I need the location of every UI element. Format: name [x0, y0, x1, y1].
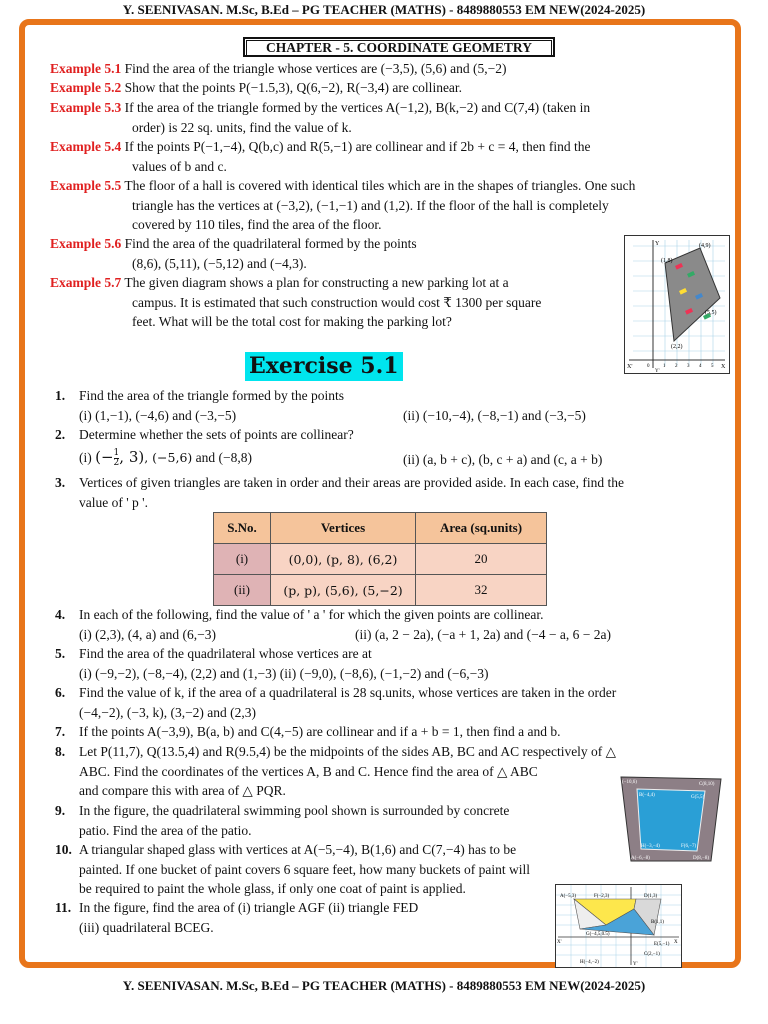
question-number: 9. — [55, 803, 66, 818]
example-text: If the area of the triangle formed by the vertices A(−1,2), B(k,−2) and C(7,4) (taken in — [124, 100, 591, 115]
page-footer: Y. SEENIVASAN. M.Sc, B.Ed – PG TEACHER (MATHS) - 8489880553 EM NEW(2024-2025) — [122, 978, 646, 993]
question-text: In the figure, find the area of (i) triangle AGF (ii) triangle FED — [79, 900, 419, 915]
parking-label: (5,5) — [705, 310, 717, 316]
question-text: If the points A(−3,9), B(a, b) and C(4,−5) are collinear and if a + b = 1, then find a and b. — [79, 724, 561, 739]
glass-label: G(−4,5,0.5) — [586, 932, 610, 937]
glass-diagram — [556, 885, 681, 967]
example-text: Find the area of the triangle whose vertices are (−3,5), (5,6) and (5,−2) — [124, 61, 507, 76]
question-text: In each of the following, find the value of ' a ' for which the given points are collinear. — [79, 607, 544, 622]
example-label: Example 5.4 — [50, 139, 122, 154]
question-number: 11. — [55, 900, 72, 915]
glass-label: C(2,−1) — [644, 952, 660, 957]
part-ii: (ii) (a, b + c), (b, c + a) and (c, a + b) — [403, 451, 603, 467]
question-7 — [55, 722, 715, 742]
question-number: 5. — [55, 646, 66, 661]
table-cell: (i) — [214, 544, 271, 575]
example-5-6 — [50, 234, 610, 273]
axis-label: Y — [655, 241, 660, 247]
pool-label: A(−6,−8) — [631, 856, 650, 861]
parking-label: (4,9) — [699, 243, 711, 249]
question-number: 4. — [55, 607, 66, 622]
example-label: Example 5.6 — [50, 236, 122, 251]
question-text: ABC. Find the coordinates of the vertices A, B and C. Hence find the area of △ ABC — [79, 763, 538, 779]
question-number: 6. — [55, 685, 66, 700]
example-text: The floor of a hall is covered with identical tiles which are in the shapes of triangles. One such — [124, 178, 636, 193]
table-cell: 32 — [416, 575, 547, 606]
glass-label: H(−4,−2) — [580, 960, 599, 965]
tick-label: 4 — [699, 364, 702, 369]
glass-label: E(5,−1) — [654, 942, 670, 947]
question-number: 7. — [55, 724, 66, 739]
question-text: painted. If one bucket of paint covers 6 square feet, how many buckets of paint will — [79, 861, 530, 877]
question-number: 8. — [55, 744, 66, 759]
example-label: Example 5.5 — [50, 178, 122, 193]
question-text: value of ' p '. — [79, 494, 148, 510]
question-text: In the figure, the quadrilateral swimming pool shown is surrounded by concrete — [79, 803, 510, 818]
example-5-7 — [50, 273, 610, 332]
question-parts: (i) (− $\frac{1}{2}$ , 3), (−5,6) and (−8,8) (ii) (a, b + c), (b, c + a) and (c, a + b) — [79, 447, 603, 468]
tick-label: 3 — [687, 364, 690, 369]
example-text: (8,6), (5,11), (−5,12) and (−4,3). — [132, 255, 307, 271]
table-row — [214, 544, 547, 575]
axis-label: X — [721, 364, 726, 370]
question-number: 10. — [55, 842, 72, 857]
table-cell: (p, p), (5,6), (5,−2) — [271, 575, 416, 606]
glass-label: D(1,3) — [644, 894, 658, 899]
question-4 — [55, 605, 715, 644]
example-5-4 — [50, 137, 730, 176]
pool-label: (−10,6) — [622, 780, 637, 785]
axis-label: X' — [557, 940, 562, 945]
chapter-title — [243, 37, 555, 57]
table-header: S.No. — [214, 513, 271, 544]
example-text: Show that the points P(−1.5,3), Q(6,−2), R(−3,4) are collinear. — [124, 80, 463, 95]
example-label: Example 5.1 — [50, 61, 122, 76]
example-label: Example 5.3 — [50, 100, 122, 115]
example-text: If the points P(−1,−4), Q(b,c) and R(5,−1) are collinear and if 2b + c = 4, then find the — [124, 139, 591, 154]
table-cell: (0,0), (p, 8), (6,2) — [271, 544, 416, 575]
question-text: Determine whether the sets of points are collinear? — [79, 427, 354, 442]
swimming-pool-diagram — [619, 773, 723, 865]
example-label: Example 5.7 — [50, 275, 122, 290]
axis-label: Y' — [655, 369, 660, 373]
parking-lot-figure — [624, 235, 730, 374]
part-i: (i) (1,−1), (−4,6) and (−3,−5) — [79, 407, 237, 423]
part-i-suffix: and (−8,8) — [195, 449, 253, 465]
table-cell: 20 — [416, 544, 547, 575]
pool-label: H(−3,−4) — [641, 844, 660, 849]
example-text: Find the area of the quadrilateral formed by the points — [124, 236, 417, 251]
table-header: Area (sq.units) — [416, 513, 547, 544]
example-text: covered by 110 tiles, find the area of the floor. — [132, 217, 382, 232]
origin-label: 0 — [647, 364, 650, 369]
table-header: Vertices — [271, 513, 416, 544]
table-row — [214, 575, 547, 606]
question-text: and compare this with area of △ PQR. — [79, 783, 286, 798]
table-header-row — [214, 513, 547, 544]
question-10 — [55, 840, 615, 899]
vertices-area-table — [213, 512, 547, 606]
pool-label: F(6,−7) — [681, 844, 697, 849]
pool-label: B(−4,4) — [639, 793, 655, 798]
exercise-title: Exercise 5.1 — [245, 352, 403, 381]
question-parts — [55, 625, 715, 645]
question-6 — [55, 683, 715, 722]
question-2 — [55, 425, 715, 468]
question-text: Find the area of the quadrilateral whose vertices are at — [79, 646, 372, 661]
pool-label: G(5,5) — [691, 795, 705, 800]
table-cell: (ii) — [214, 575, 271, 606]
axis-label: X' — [627, 364, 633, 370]
example-text: campus. It is estimated that such construction would cost ₹ 1300 per square — [132, 294, 542, 310]
chapter-title-text: CHAPTER - 5. COORDINATE GEOMETRY — [246, 40, 552, 56]
example-text: order) is 22 sq. units, find the value of k. — [132, 119, 352, 135]
glass-label: B(1,1) — [651, 920, 664, 925]
example-5-3 — [50, 98, 730, 137]
question-8 — [55, 742, 715, 801]
question-1 — [55, 386, 715, 425]
question-text: (iii) quadrilateral BCEG. — [79, 919, 214, 935]
parking-label: (2,2) — [671, 344, 683, 350]
question-number: 3. — [55, 475, 66, 490]
example-text: feet. What will be the total cost for making the parking lot? — [132, 314, 452, 329]
pool-label: D(8,−8) — [693, 856, 710, 861]
example-text: The given diagram shows a plan for constructing a new parking lot at a — [124, 275, 509, 290]
example-text: values of b and c. — [132, 158, 227, 174]
part-ii: (ii) (a, 2 − 2a), (−a + 1, 2a) and (−4 − a, 6 − 2a) — [355, 626, 611, 642]
axis-label: Y' — [633, 962, 638, 967]
part-i: (i) (2,3), (4, a) and (6,−3) — [79, 626, 216, 642]
question-text: Find the value of k, if the area of a quadrilateral is 28 sq.units, whose vertices are taken in the order — [79, 685, 617, 700]
page-header: Y. SEENIVASAN. M.Sc, B.Ed – PG TEACHER (MATHS) - 8489880553 EM NEW(2024-2025) — [122, 2, 646, 17]
example-5-5 — [50, 176, 730, 235]
question-number: 1. — [55, 388, 66, 403]
question-11 — [55, 898, 555, 937]
example-5-1 — [50, 59, 730, 79]
axis-label: X — [674, 940, 678, 945]
question-text: Let P(11,7), Q(13.5,4) and R(9.5,4) be the midpoints of the sides AB, BC and AC respectively of △ — [79, 744, 617, 759]
question-5 — [55, 644, 715, 683]
question-number: 2. — [55, 427, 66, 442]
parking-lot-diagram — [625, 236, 729, 373]
question-text: Find the area of the triangle formed by the points — [79, 388, 345, 403]
question-text: patio. Find the area of the patio. — [79, 822, 252, 838]
question-3 — [55, 473, 715, 512]
question-parts — [55, 406, 715, 426]
pool-label: C(8,10) — [699, 782, 715, 787]
glass-label: A(−5,3) — [560, 894, 577, 899]
question-text: A triangular shaped glass with vertices at A(−5,−4), B(1,6) and C(7,−4) has to be — [79, 842, 517, 857]
example-text: triangle has the vertices at (−3,2), (−1,−1) and (1,2). If the floor of the hall is completely — [132, 197, 609, 213]
part-ii: (ii) (−10,−4), (−8,−1) and (−3,−5) — [403, 407, 586, 423]
glass-figure — [555, 884, 682, 968]
tick-label: 5 — [711, 364, 714, 369]
glass-label: F(−2,3) — [594, 894, 610, 899]
parking-label: (1,8) — [661, 258, 673, 264]
question-parts: (i) (−9,−2), (−8,−4), (2,2) and (1,−3) (ii) (−9,0), (−8,6), (−1,−2) and (−6,−3) — [79, 665, 489, 681]
question-9 — [55, 801, 595, 840]
tick-label: 2 — [675, 364, 678, 369]
tick-label: 1 — [663, 364, 666, 369]
example-5-2 — [50, 78, 730, 98]
example-label: Example 5.2 — [50, 80, 122, 95]
question-text: Vertices of given triangles are taken in order and their areas are provided aside. In each case, find the — [79, 475, 625, 490]
swimming-pool-figure — [619, 773, 723, 865]
question-text: (−4,−2), (−3, k), (3,−2) and (2,3) — [79, 704, 257, 720]
part-i-prefix: (i) — [79, 449, 92, 465]
question-text: be required to paint the whole glass, if only one coat of paint is applied. — [79, 881, 466, 896]
